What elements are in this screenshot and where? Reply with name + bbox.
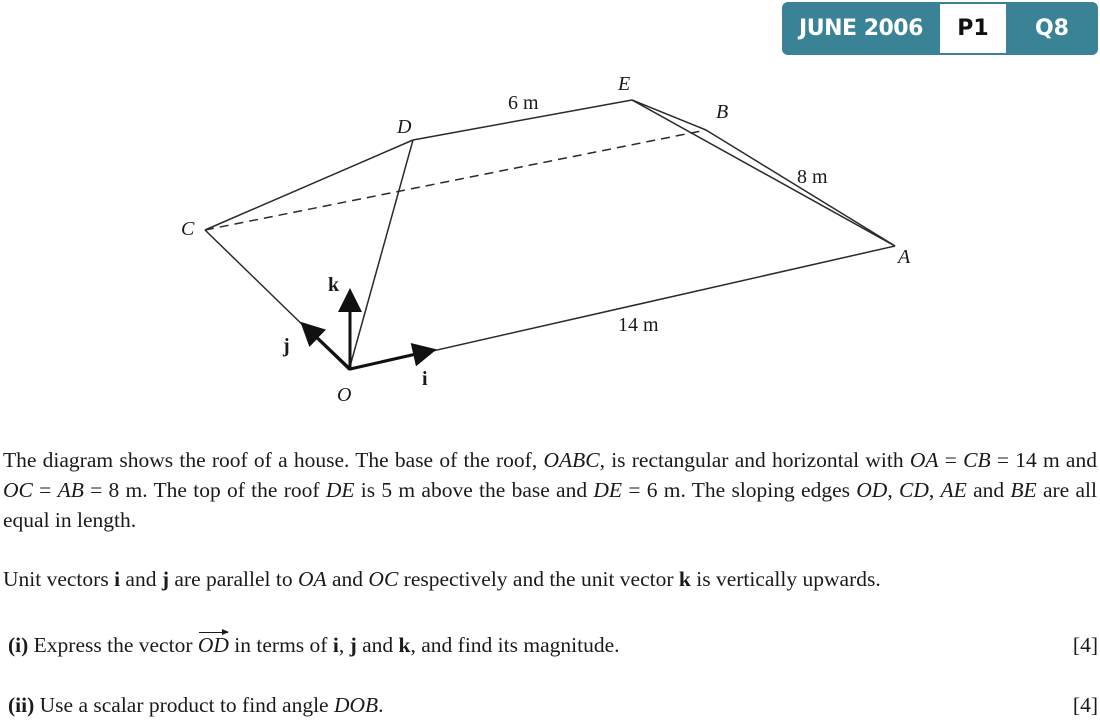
question-number: Q8	[1034, 16, 1069, 41]
edge-od	[349, 140, 413, 370]
edge-ea	[632, 100, 895, 246]
marks-label: [4]	[1072, 633, 1098, 657]
edge-oa	[349, 246, 895, 370]
edge-ba	[706, 130, 895, 246]
question-description: The diagram shows the roof of a house. The base of the roof, OABC, is rectangular and horizontal with OA = CB = 14 m and OC = AB = 8 m. The top of the roof DE is 5 m above the base and DE = 6 m. The sloping edges OD, CD, AE and BE are all equal in length.	[3, 448, 1097, 532]
vector-od: OD	[198, 630, 229, 660]
vertex-label-o: O	[337, 384, 352, 406]
marks-label: [4]	[1072, 693, 1098, 717]
vertex-label-c: C	[181, 218, 195, 240]
part-label: (ii)	[8, 693, 35, 717]
length-label-de: 6 m	[508, 92, 539, 114]
vertex-label-a: A	[898, 246, 911, 268]
label-j: j	[283, 335, 290, 357]
part-label: (i)	[8, 633, 29, 657]
vertex-label-b: B	[716, 101, 729, 123]
unit-vector-i	[350, 352, 425, 369]
length-label-oa: 14 m	[618, 314, 659, 336]
question-part-ii: (ii) Use a scalar product to find angle DOB. [4]	[8, 690, 1098, 720]
length-label-ab: 8 m	[797, 166, 828, 188]
paper-number: P1	[940, 2, 1006, 55]
vertex-label-d: D	[397, 116, 412, 138]
vertex-label-e: E	[618, 73, 631, 95]
question-part-i: (i) Express the vector OD in terms of i, j and k, and find its magnitude. [4]	[8, 630, 1098, 660]
exam-date: JUNE 2006	[799, 16, 923, 41]
edge-cd	[205, 140, 413, 230]
edge-cb-hidden	[205, 130, 706, 230]
label-i: i	[422, 368, 428, 390]
unit-vectors-description: Unit vectors i and j are parallel to OA and OC respectively and the unit vector k is vertically upwards.	[3, 567, 881, 591]
unit-vector-j	[309, 330, 350, 369]
label-k: k	[328, 274, 340, 296]
edge-eb	[632, 100, 706, 130]
